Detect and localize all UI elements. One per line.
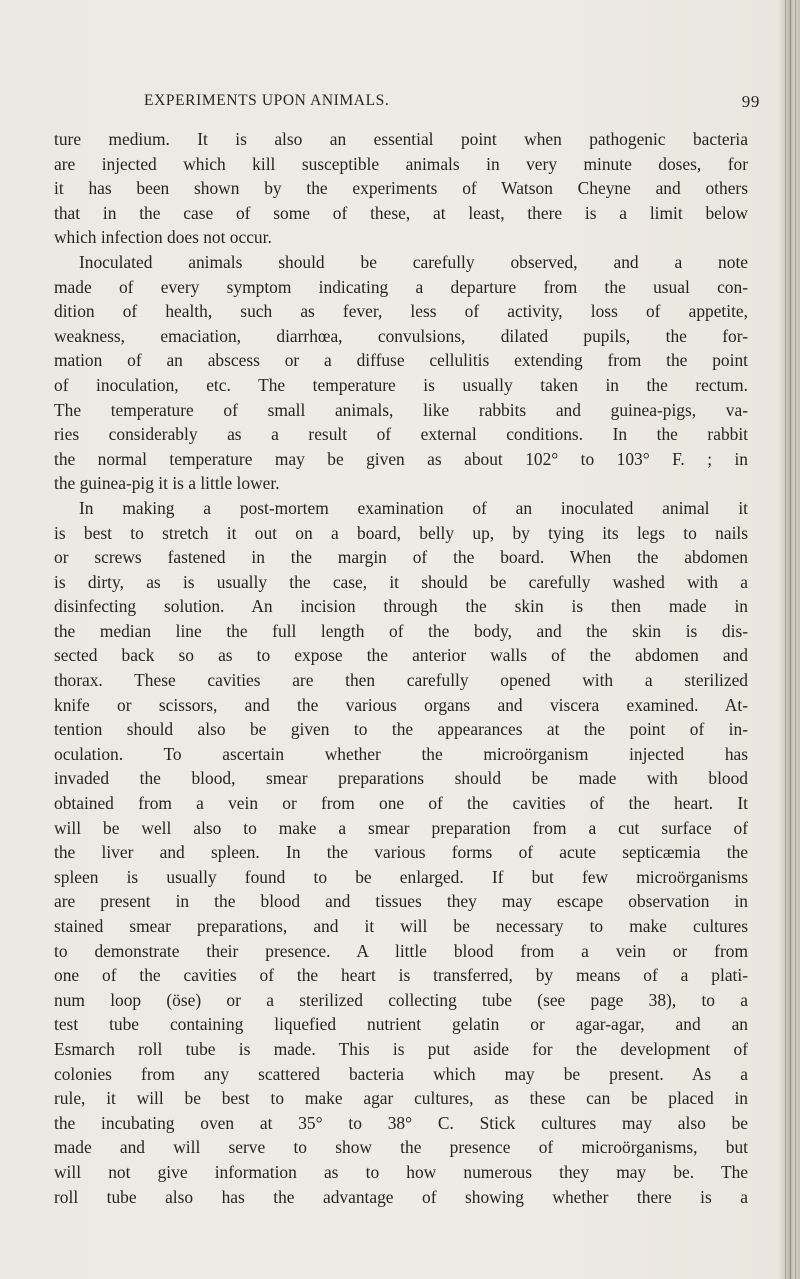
text-line: spleen is usually found to be enlarged. If but few microörganisms	[54, 866, 748, 887]
text-line: rule, it will be best to make agar cultures, as these can be placed in	[54, 1088, 748, 1109]
page-binding-edge	[778, 0, 800, 1279]
text-line: oculation. To ascertain whether the microörganism injected has	[54, 743, 748, 764]
text-line: one of the cavities of the heart is transferred, by means of a plati-	[54, 965, 748, 986]
text-line: test tube containing liquefied nutrient gelatin or agar-agar, and an	[54, 1014, 748, 1035]
text-line: sected back so as to expose the anterior walls of the abdomen and	[54, 645, 748, 666]
text-line: In making a post-mortem examination of an inoculated animal it	[79, 497, 748, 518]
text-line: or screws fastened in the margin of the board. When the abdomen	[54, 547, 748, 568]
text-line: is dirty, as is usually the case, it should be carefully washed with a	[54, 571, 748, 592]
text-line: will not give information as to how numerous they may be. The	[54, 1161, 748, 1182]
text-line: are injected which kill susceptible animals in very minute doses, for	[54, 153, 748, 174]
text-line: stained smear preparations, and it will be necessary to make cultures	[54, 916, 748, 936]
page-edge-line	[795, 0, 796, 1279]
text-line: the liver and spleen. In the various forms of acute septicæmia the	[54, 842, 748, 863]
text-line: the incubating oven at 35° to 38° C. Stick cultures may also be	[54, 1112, 748, 1133]
text-line: dition of health, such as fever, less of activity, loss of appetite,	[54, 301, 748, 322]
text-line: are present in the blood and tissues they may escape observation in	[54, 891, 748, 912]
page-edge-line	[790, 0, 791, 1279]
text-line: the median line the full length of the body, and the skin is dis-	[54, 620, 748, 641]
text-line: to demonstrate their presence. A little blood from a vein or from	[54, 940, 748, 961]
text-line: ries considerably as a result of external conditions. In the rabbit	[54, 424, 748, 445]
text-line: The temperature of small animals, like rabbits and guinea-pigs, va-	[54, 399, 748, 420]
text-line: the guinea-pig it is a little lower.	[54, 473, 280, 494]
text-line: mation of an abscess or a diffuse cellulitis extending from the point	[54, 350, 748, 371]
text-line: num loop (öse) or a sterilized collecting tube (see page 38), to a	[54, 989, 748, 1010]
text-line: made of every symptom indicating a departure from the usual con-	[54, 276, 748, 297]
running-head: EXPERIMENTS UPON ANIMALS.	[144, 92, 390, 109]
text-line: is best to stretch it out on a board, belly up, by tying its legs to nails	[54, 522, 748, 543]
text-line: the normal temperature may be given as about 102° to 103° F. ; in	[54, 448, 748, 469]
page-number: 99	[741, 92, 760, 111]
text-line: which infection does not occur.	[54, 227, 272, 248]
text-line: Inoculated animals should be carefully observed, and a note	[79, 251, 748, 272]
text-line: roll tube also has the advantage of showing whether there is a	[54, 1186, 748, 1207]
text-line: weakness, emaciation, diarrhœa, convulsions, dilated pupils, the for-	[54, 325, 748, 346]
text-line: ture medium. It is also an essential point when pathogenic bacteria	[54, 129, 748, 149]
text-line: Esmarch roll tube is made. This is put aside for the development of	[54, 1038, 748, 1059]
text-line: knife or scissors, and the various organs and viscera examined. At-	[54, 694, 748, 715]
text-line: thorax. These cavities are then carefully opened with a sterilized	[54, 670, 748, 691]
body-text	[54, 127, 748, 1209]
text-line: colonies from any scattered bacteria which may be present. As a	[54, 1063, 748, 1084]
text-line: tention should also be given to the appearances at the point of in-	[54, 719, 748, 740]
text-line: disinfecting solution. An incision through the skin is then made in	[54, 596, 748, 617]
page-edge-line	[785, 0, 786, 1279]
text-line: it has been shown by the experiments of Watson Cheyne and others	[54, 178, 748, 199]
text-line: obtained from a vein or from one of the cavities of the heart. It	[54, 793, 748, 814]
text-line: made and will serve to show the presence of microörganisms, but	[54, 1137, 748, 1158]
text-line: invaded the blood, smear preparations should be made with blood	[54, 768, 748, 789]
text-line: will be well also to make a smear preparation from a cut surface of	[54, 817, 748, 838]
page-header	[54, 90, 760, 112]
text-line: of inoculation, etc. The temperature is usually taken in the rectum.	[54, 374, 748, 395]
text-line: that in the case of some of these, at least, there is a limit below	[54, 202, 748, 223]
